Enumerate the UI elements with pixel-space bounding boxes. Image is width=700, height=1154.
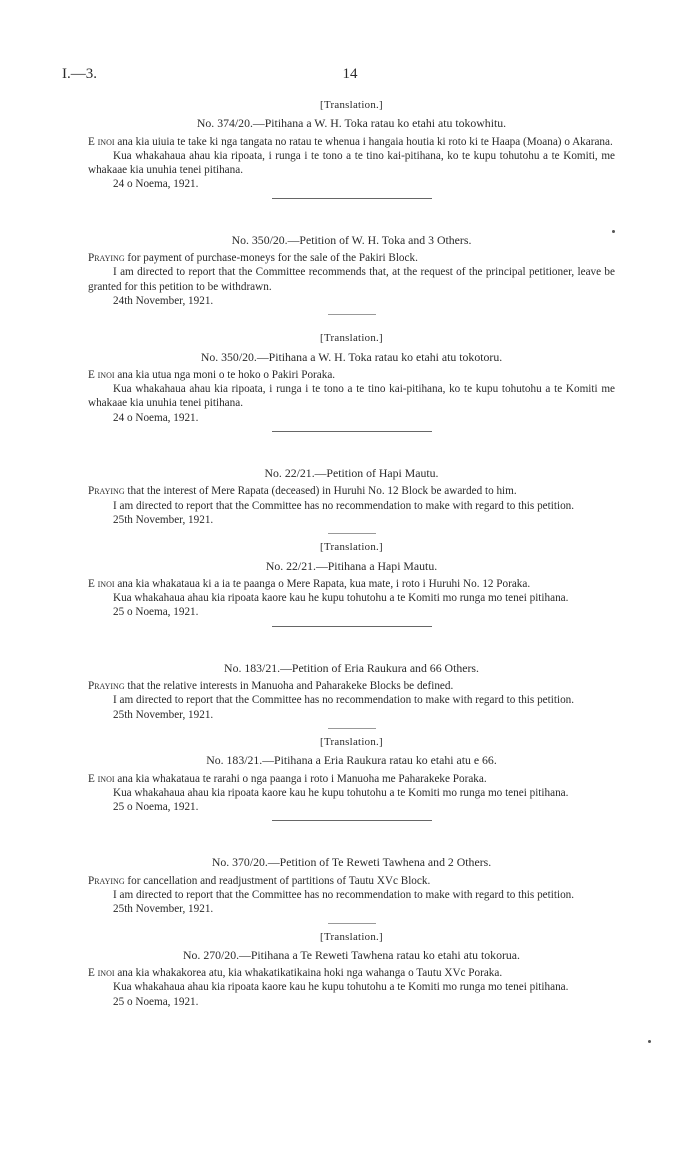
translation-entry	[88, 331, 615, 432]
translation-label: [Translation.]	[320, 99, 383, 111]
entry-lead: Praying	[88, 252, 125, 265]
entry-report: Kua whakahaua ahau kia ripoata, i runga i te tono a te tino kai-pitihana, ko te kupu tohutohu a te Komiti, me whakaae kia unuhia tenei pitihana.	[88, 149, 615, 177]
translation-entry	[88, 540, 615, 626]
entry-title: No. 370/20.—Petition of Te Reweti Tawhena and 2 Others.	[211, 855, 492, 870]
entry-report: Kua whakahaua ahau kia ripoata kaore kau he kupu tohutohu a te Komiti mo runga mo tenei pitihana.	[113, 981, 569, 994]
translation-label: [Translation.]	[320, 541, 383, 554]
document-reference: I.—3.	[62, 66, 97, 82]
petition-entry	[88, 466, 615, 534]
entry-title: No. 374/20.—Pitihana a W. H. Toka ratau ko etahi atu tokowhitu.	[196, 116, 507, 131]
entry-prayer	[88, 368, 615, 382]
entry-date: 25th November, 1921.	[113, 708, 214, 721]
entry-prayer-text: ana kia utua nga moni o te hoko o Pakiri Poraka.	[114, 368, 336, 381]
entry-date: 25 o Noema, 1921.	[113, 606, 199, 619]
entry-prayer-text: that the relative interests in Manuoha and Paharakeke Blocks be defined.	[124, 680, 454, 693]
entry-prayer-text: ana kia whakataua ki a ia te paanga o Mere Rapata, kua mate, i roto i Huruhi No. 12 Poraka.	[114, 577, 531, 590]
petition-entry	[88, 661, 615, 729]
entry-date: 25th November, 1921.	[113, 513, 214, 526]
entry-prayer-text: for cancellation and readjustment of partitions of Tautu XVc Block.	[124, 874, 431, 887]
entry-lead: Praying	[88, 485, 125, 498]
entry-prayer	[88, 966, 615, 980]
entry-report: Kua whakahaua ahau kia ripoata kaore kau he kupu tohutohu a te Komiti mo runga mo tenei pitihana.	[113, 786, 569, 799]
translation-label: [Translation.]	[320, 332, 383, 345]
entry-prayer-text: ana kia whakataua te rarahi o nga paanga i roto i Manuoha me Paharakeke Poraka.	[114, 772, 487, 785]
entry-lead: E inoi	[88, 368, 115, 381]
entry-report: I am directed to report that the Committee has no recommendation to make with regard to this petition.	[113, 694, 575, 707]
entry-lead: E inoi	[88, 772, 115, 785]
entry-report: I am directed to report that the Committee has no recommendation to make with regard to this petition.	[113, 888, 575, 901]
entry-prayer	[88, 484, 615, 498]
petition-entry	[88, 233, 615, 315]
entry-date: 25 o Noema, 1921.	[113, 801, 199, 814]
entry-title: No. 350/20.—Petition of W. H. Toka and 3 Others.	[231, 232, 472, 247]
entry-report: I am directed to report that the Committee recommends that, at the request of the principal petitioner, leave be granted for this petition to be withdrawn.	[88, 266, 615, 293]
entry-title: No. 183/21.—Petition of Eria Raukura and 66 Others.	[224, 660, 479, 675]
scan-speck	[612, 230, 615, 233]
entry-date: 24 o Noema, 1921.	[113, 178, 199, 191]
entry-prayer-text: that the interest of Mere Rapata (deceased) in Huruhi No. 12 Block be awarded to him.	[124, 485, 517, 498]
entry-lead: E inoi	[88, 135, 115, 148]
entry-date: 25th November, 1921.	[113, 903, 214, 916]
document-body	[88, 98, 615, 1009]
entry-title: No. 22/21.—Pitihana a Hapi Mautu.	[265, 558, 438, 573]
entry-prayer	[88, 874, 615, 888]
translation-label: [Translation.]	[320, 735, 383, 748]
translation-entry	[88, 930, 615, 1009]
entry-prayer	[88, 135, 615, 149]
entry-prayer-text: ana kia whakakorea atu, kia whakatikatikaina hoki nga wahanga o Tautu XVc Poraka.	[114, 967, 503, 980]
entry-prayer	[88, 772, 615, 786]
entry-title: No. 270/20.—Pitihana a Te Reweti Tawhena ratau ko etahi atu tokorua.	[183, 947, 520, 962]
translation-entry	[88, 98, 615, 199]
petition-entry	[88, 855, 615, 923]
entry-report: Kua whakahaua ahau kia ripoata, i runga i te tono a te tino kai-pitihana, ko te kupu tohutohu a te Komiti me whakaae kia unuhia tenei pitihana.	[88, 383, 615, 410]
entry-prayer-text: for payment of purchase-moneys for the sale of the Pakiri Block.	[124, 252, 418, 265]
entry-prayer-text: ana kia uiuia te take ki nga tangata no ratau te whenua i hangaia houtia ki roto ki te Haapa (Moana) o Akarana.	[114, 135, 613, 148]
entry-title: No. 350/20.—Pitihana a W. H. Toka ratau ko etahi atu tokotoru.	[200, 349, 503, 364]
entry-date: 24 o Noema, 1921.	[113, 411, 199, 424]
translation-entry	[88, 735, 615, 821]
entry-title: No. 22/21.—Petition of Hapi Mautu.	[264, 466, 439, 481]
entry-title: No. 183/21.—Pitihana a Eria Raukura ratau ko etahi atu e 66.	[206, 753, 497, 768]
page-number: 14	[342, 66, 358, 82]
entry-date: 25 o Noema, 1921.	[113, 995, 199, 1008]
page-header	[0, 66, 700, 86]
entry-lead: E inoi	[88, 967, 115, 980]
entry-prayer	[88, 251, 615, 265]
entry-report: I am directed to report that the Committee has no recommendation to make with regard to this petition.	[113, 499, 575, 512]
entry-prayer	[88, 577, 615, 591]
entry-report: Kua whakahaua ahau kia ripoata kaore kau he kupu tohutohu a te Komiti mo runga mo tenei pitihana.	[113, 592, 569, 605]
entry-date: 24th November, 1921.	[113, 294, 214, 307]
entry-prayer	[88, 679, 615, 693]
translation-label: [Translation.]	[320, 930, 383, 943]
entry-lead: Praying	[88, 680, 125, 693]
scan-speck	[648, 1040, 651, 1043]
entry-lead: Praying	[88, 874, 125, 887]
entry-lead: E inoi	[88, 577, 115, 590]
